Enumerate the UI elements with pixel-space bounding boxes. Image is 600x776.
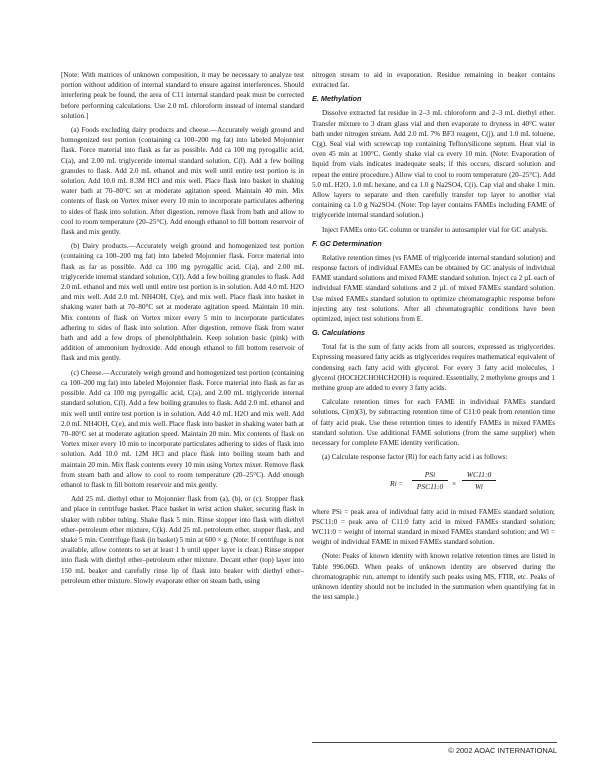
formula-lhs: Ri = (390, 478, 403, 488)
formula-denominator-2: Wi (475, 481, 483, 491)
formula-times: × (452, 478, 457, 488)
retention-times-paragraph: Calculate retention times for each FAME in individual FAMEs standard solutions, C(m)(3), by subtracting retention time of C11:0 peak from retention time of fatty acid peak. Use these retention times to identify FAMEs in mixed FAMEs standard solution. Use additional FAME solutions (from the same supplier) when necessary for complete FAME identity verification. (312, 398, 555, 448)
formula-definitions-paragraph: where PSi = peak area of individual fatty acid in mixed FAMEs standard solution; PSC11:0 = peak area of C11:0 fatty acid in mixed FAMEs standard solution; WC11:0 = weight of internal standard in mixed FAMEs standard solution; and Wi = weight of individual FAME in mixed FAMEs standard solution. (312, 507, 555, 547)
left-column (61, 70, 304, 590)
calculations-intro-paragraph: Total fat is the sum of fatty acids from all sources, expressed as triglycerides. Expressing measured fatty acids as triglycerides requires mathematical equivalent of condensing each fatty acid with glycerol. For every 3 fatty acid molecules, 1 glycerol (HOCH2CHOHCH2OH) is required. Essentially, 2 methylene groups and 1 methine group are added to every 3 fatty acids. (312, 343, 555, 393)
calculations-heading: G. Calculations (312, 328, 366, 338)
methylation-heading: E. Methylation (312, 94, 362, 104)
gc-heading: F. GC Determination (312, 238, 382, 248)
methylation-inject-paragraph: Inject FAMEs onto GC column or transfer to autosampler vial for GC analysis. (322, 225, 548, 234)
formula-numerator-1: PSi (412, 469, 448, 481)
foods-procedure-paragraph: (a) Foods excluding dairy products and cheese.—Accurately weigh ground and homogenized test portion (containing ca 100–200 mg fat) into labeled Mojonnier flask. Force material into flask as far as possible. Add ca 100 mg pyrogallic acid, C(a), and 2.00 mL triglyceride internal standard solution, C(l). Add a few boiling granules to flask. Add 2.0 mL ethanol and mix well until entire test portion is in solution. Add 10.0 mL 8.3M HCl and mix well. Place flask into basket in shaking water bath at 70–80°C set at moderate agitation speed. Maintain 40 min. Mix contents of flask on Vortex mixer every 10 min to incorporate particulates adhering to sides of flask into solution. After digestion, remove flask from bath and allow to cool to room temperature (20–25°C). Add enough ethanol to fill bottom reservoir of flask and mix gently. (61, 126, 304, 237)
dairy-procedure-paragraph: (b) Dairy products.—Accurately weigh ground and homogenized test portion (containing ca 100–200 mg fat) into labeled Mojonnier flask. Force material into flask as far as possible. Add ca 100 mg pyrogallic acid, C(a), and 2.00 mL triglyceride internal standard solution, C(l). Add a few boiling granules to flask. Add 2.0 mL ethanol and mix well until entire test portion is in solution. Add 4.0 mL H2O and mix well. Add 2.0 mL NH4OH, C(e), and mix well. Place flask into basket in shaking water bath at 70–80°C set at moderate agitation speed. Maintain 10 min. Mix contents of flask on Vortex mixer every 5 min to incorporate particulates adhering to sides of flask into solution. After digestion, remove flask from water bath and add a few drops of phenolphthalein. Keep solution basic (pink) with addition of ammonium hydroxide. Add enough ethanol to fill bottom reservoir of flask and mix gently. (61, 242, 304, 363)
response-factor-paragraph: (a) Calculate response factor (Ri) for each fatty acid i as follows: (322, 453, 508, 462)
formula-fraction-weight (462, 469, 496, 492)
note-paragraph: [Note: With matrices of unknown composition, it may be necessary to analyze test portion without addition of internal standard to ensure against interferences. Should interfering peak be found, the area of C11 internal standard peak must be corrected before performing calculations. Use 2.0 mL chloroform instead of internal standard solution.] (61, 71, 304, 120)
formula-numerator-2: WC11:0 (462, 469, 496, 481)
cheese-procedure-paragraph: (c) Cheese.—Accurately weigh ground and homogenized test portion (containing ca 100–200 mg fat) into labeled Mojonnier flask. Force material into flask as far as possible. Add ca 100 mg pyrogallic acid, C(a), and 2.00 mL triglyceride internal standard solution, C(l). Add a few boiling granules to flask. Add 2.0 mL ethanol and mix well until entire test portion is in solution. Add 4.0 mL H2O and mix well. Add 2.0 mL NH4OH, C(e), and mix well. Place flask into basket in shaking water bath at 70–80°C set at moderate agitation speed. Maintain 20 min. Mix contents of flask on Vortex mixer every 10 min to incorporate particulates adhering to sides of flask into solution. Add 10.0 mL 12M HCl and place flask into boiling steam bath and maintain 20 min. Mix flask contents every 10 min using Vortex mixer. Remove flask from steam bath and allow to cool to room temperature (20–25°C). Add enough ethanol to flask to fill bottom reservoir and mix gently. (61, 368, 304, 489)
copyright-footer: © 2002 AOAC INTERNATIONAL (448, 746, 557, 755)
footer-rule (312, 742, 557, 743)
methylation-paragraph: Dissolve extracted fat residue in 2–3 mL chloroform and 2–3 mL diethyl ether. Transfer mixture to 3 dram glass vial and then evaporate to dryness in 40°C water bath under nitrogen stream. Add 2.0 mL 7% BF3 reagent, C(j), and 1.0 mL toluene, C(g). Seal vial with screwcap top containing Teflon/silicone septum. Heat vial in oven 45 min at 100°C. Gently shake vial ca every 10 min. (Note: Evaporation of liquid from vials indicates inadequate seals; if this occurs, discard solution and repeat the entire procedure.) Allow vial to cool to room temperature (20–25°C). Add 5.0 mL H2O, 1.0 mL hexane, and ca 1.0 g Na2SO4, C(i). Cap vial and shake 1 min. Allow layers to separate and then carefully transfer top layer to another vial containing ca 1.0 g Na2SO4. (Note: Top layer contains FAMEs including FAME of triglyceride internal standard solution.) (312, 109, 555, 220)
continuation-paragraph: nitrogen stream to aid in evaporation. Residue remaining in beaker contains extracted fat. (312, 71, 555, 90)
gc-paragraph: Relative retention times (vs FAME of triglyceride internal standard solution) and response factors of individual FAMEs can be obtained by GC analysis of individual FAME standard solutions and mixed FAME standard solution. Inject ca 2 µL each of individual FAME standard solutions and 2 µL of mixed FAMEs standard solution. Use mixed FAMEs standard solution to optimize chromatographic response before injecting any test solutions. After all chromatographic conditions have been optimized, inject test solutions from E. (312, 253, 555, 324)
formula-denominator-1: PSC11:0 (416, 481, 444, 491)
unknown-peaks-note-paragraph: (Note: Peaks of known identity with known relative retention times are listed in Table 996.06D. When peaks of unknown identity are observed during the chromatographic run, attempt to identify such peaks using MS, FTIR, etc. Peaks of unknown identity should not be included in the summation when quantifying fat in the test sample.) (312, 552, 555, 602)
extraction-paragraph: Add 25 mL diethyl ether to Mojonnier flask from (a), (b), or (c). Stopper flask and place in centrifuge basket. Place basket in wrist action shaker, securing flask in shaker with rubber tubing. Shake flask 5 min. Rinse stopper into flask with diethyl ether–petroleum ether mixture, C(k). Add 25 mL petroleum ether, stopper flask, and shake 5 min. Centrifuge flask (in basket) 5 min at 600 × g. (Note: If centrifuge is not available, allow contents to set at least 1 h until upper layer is clear.) Rinse stopper into flask with diethyl ether–petroleum ether mixture. Decant ether (top) layer into 150 mL beaker and carefully rinse lip of flask into beaker with diethyl ether–petroleum ether mixture. Slowly evaporate ether on steam bath, using (61, 495, 304, 585)
right-column (312, 70, 555, 606)
response-factor-formula (312, 467, 555, 501)
formula-fraction-peak (412, 469, 448, 492)
